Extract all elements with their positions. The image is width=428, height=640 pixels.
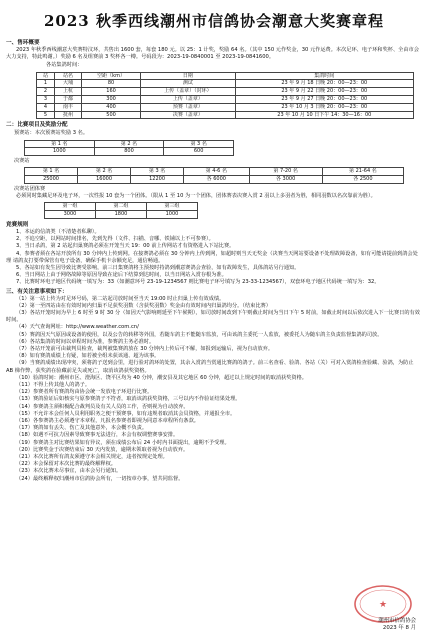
table-header-cell: 第 7-20 名 bbox=[249, 168, 322, 176]
table-cell: 决赛（盖章） bbox=[141, 111, 236, 119]
table-cell: 5 bbox=[37, 111, 55, 119]
table-cell: 4 bbox=[37, 103, 55, 111]
note-item: （9）当赛鸽成绩出现冲突，须将鸽子送到会里，进行验对鸽环的处置，其余入赏鸽当赏通比赛鸽的鸽子。前三名查看、验鸽、各站（关）可对入赏鸽检查验藏、验鸽，为防止 AB 梯作弊，获奖鸽在验藏前足失或死亡，取消该鸽获奖资格。 bbox=[6, 360, 414, 374]
table-header-cell: 空距（km） bbox=[82, 72, 141, 80]
table-cell: 12200 bbox=[131, 176, 184, 184]
section-heading-sales: 一、售环概要 bbox=[6, 40, 40, 46]
table-header-cell: 第 4-6 名 bbox=[184, 168, 249, 176]
table-cell: 16000 bbox=[78, 176, 131, 184]
table-header-cell: 第 2 名 bbox=[78, 168, 131, 176]
sales-paragraph: 2023 年秋季西线潮意大奖赛特汶环，共售出 1600 套，每套 180 元。以 25：1 计奖，奖励 64 名。（其中 150 元作奖金，30 元作运费。本次足环、电子环和奖杯、全由市会大力支持，特此鸣谢。）奖励 6 名及组赛前 3 奖杯各一樽。号码段为：2023-19-0840001 至 2023-19-0841600。 bbox=[6, 47, 419, 61]
document-title: 2023 秋季西线潮州市信鸽协会潮意大奖赛章程 bbox=[44, 12, 384, 30]
note-item: （6）各站集鸽的时间以章程时间为准，参赛鸽主务必准时。 bbox=[16, 338, 155, 345]
table-cell: 23 年 10 月 3 日晚 20：00—23：00 bbox=[235, 103, 413, 111]
table-cell: 上杭 bbox=[55, 88, 82, 96]
table-header-cell: 第三组 bbox=[147, 203, 198, 211]
rules-list bbox=[6, 229, 422, 287]
table-header-cell: 第 3 名 bbox=[164, 140, 234, 148]
table-cell: 南丰 bbox=[55, 103, 82, 111]
table-cell: 800 bbox=[94, 148, 164, 156]
table-header-cell: 第二组 bbox=[96, 203, 147, 211]
note-item: （5）赛鸽因天气原因或设备的使用，以及公告的转移等外国，若随车鸽主不能随车监放，可由该鸽主委托一人监放，被委托人为随车鸽主负责监督集鸽的司放。 bbox=[16, 331, 383, 338]
note-item: （20）比赛奖金于决赛结束后 30 天内发放，逾期未领取者视为自动放弃。 bbox=[16, 446, 189, 453]
table-header-cell: 第 3 名 bbox=[131, 168, 184, 176]
table-cell: 抚州 bbox=[55, 111, 82, 119]
svg-text:★: ★ bbox=[378, 600, 388, 610]
section-heading-rules: 竞赛规则 bbox=[6, 221, 29, 228]
table-row bbox=[37, 96, 414, 104]
table-cell: 各 2500 bbox=[322, 176, 403, 184]
note-item: （12）参赛者所有赛鸽均由协会统一发放电子环进行比赛。 bbox=[16, 389, 153, 396]
table-cell: 各 3000 bbox=[249, 176, 322, 184]
table-header-cell: 站名 bbox=[55, 72, 82, 80]
table-cell: 1 bbox=[37, 80, 55, 88]
table-header-cell: 站 bbox=[37, 72, 55, 80]
table-cell: 1800 bbox=[96, 211, 147, 219]
note-item: （2）第一至四站由在有效时间内归巢不足获奖羽数（含获奖羽数）奖金由有效时间内归巢鸽均分。（结束比赛） bbox=[16, 302, 271, 309]
table-cell: 600 bbox=[164, 148, 234, 156]
section-heading-notes: 三、有关注意事项如下： bbox=[6, 288, 68, 295]
table-cell: 3 bbox=[37, 96, 55, 104]
table-header-cell: 第 21-64 名 bbox=[322, 168, 403, 176]
note-item: （16）各参赛鸽主必须遵守本章程，凡报名参赛者即视为同意本章程所有条款。 bbox=[16, 418, 199, 425]
table-cell: 500 bbox=[82, 111, 141, 119]
table-header-cell: 第一组 bbox=[45, 203, 96, 211]
note-item: （19）参赛鸽主对比赛结果如有异议，须在成绩公布后 24 小时内书面提出，逾期不予受理。 bbox=[16, 439, 230, 446]
table-cell: 3000 bbox=[45, 211, 96, 219]
rule-item: 2、不追空距，以网站时间排名，先到先得（文件、扫描、音哪、铁铺以上不可参赛）。 bbox=[16, 236, 214, 243]
final-race-prize-table bbox=[24, 167, 404, 184]
note-item: （22）本会保留对本次比赛的最终解释权。 bbox=[16, 461, 116, 468]
group-prize-table bbox=[44, 202, 198, 219]
document-page bbox=[6, 4, 422, 483]
note-item: （24）最终解释权归潮州市信鸽协会所有，一切按章办事，望共同监督。 bbox=[16, 475, 184, 482]
table-cell: 大埔 bbox=[55, 80, 82, 88]
schedule-table bbox=[36, 72, 414, 120]
table-cell: 1000 bbox=[25, 148, 95, 156]
table-cell: 23 年 9 月 22 日晚 20：00—23：00 bbox=[235, 88, 413, 96]
table-cell: 25000 bbox=[25, 176, 78, 184]
note-item: （11）不得上传其他人的鸽子。 bbox=[16, 382, 91, 389]
table-row bbox=[37, 80, 414, 88]
rule-item: 6、当日网站上由于网络故障等原因导致在途后下结算到达时间，以当日网站入赏存根为准。 bbox=[16, 272, 227, 279]
table-cell: 300 bbox=[82, 96, 141, 104]
table-cell: 各 6000 bbox=[184, 176, 249, 184]
note-item: （21）本次比赛所有鸽友须遵守本会相关规定，违者按规定处理。 bbox=[16, 454, 168, 461]
group-race-text: 必须同时集藏足环及电子环，一次性报 10 套为一个团体。（限从 1 至 10 为一个团体，团体赛表决赛入赏 2 羽以上多羽者为胜，相同羽数以名次靠前为胜）。 bbox=[16, 193, 376, 200]
group-race-caption: 决赛站团体赛 bbox=[14, 185, 46, 192]
note-item: （15）不允许本会任何人员利用职务之便干预赛事，如有违规者取消其会员资格，并通报全市。 bbox=[16, 410, 236, 417]
table-cell: 80 bbox=[82, 80, 141, 88]
table-cell: 23 年 9 月 18 日晚 20：00—23：00 bbox=[235, 80, 413, 88]
footer-org: 潮州市信鸽协会 bbox=[378, 618, 416, 624]
pre-race-prize-table bbox=[24, 140, 234, 157]
table-cell: 预赛（盖章） bbox=[141, 103, 236, 111]
final-race-caption: 决赛站 bbox=[14, 158, 30, 165]
schedule-caption: 各站集鸽时间： bbox=[46, 62, 83, 69]
note-item: （17）赛鸽如有丢失、伤亡及其他意外，本会概不负责。 bbox=[16, 425, 148, 432]
notes-list bbox=[6, 296, 422, 483]
table-cell: 23 年 10 月 10 日下午 14：30—16：00 bbox=[235, 111, 413, 119]
note-item: （7）各站开笼前可由裁判员检查，裁判被集赛鸽放在 30 分钟内上传后可不解，如报到运输后，视为自动放弃。 bbox=[16, 346, 274, 353]
note-item: （13）赛鸽验证后如核实与原参赛鸽子不符者，取消该鸽获奖资格，三号以内不作验证结果处理。 bbox=[16, 396, 241, 403]
table-cell: 测试 bbox=[141, 80, 236, 88]
table-cell: 400 bbox=[82, 103, 141, 111]
table-header-cell: 第 2 名 bbox=[94, 140, 164, 148]
rule-item: 1、本运的信鸽类（不清楚者私聊）。 bbox=[16, 228, 100, 235]
note-item: （4）天气查询网址：http://www.weather.com.cn/ bbox=[16, 324, 139, 331]
table-cell: 2 bbox=[37, 88, 55, 96]
pre-race-caption: 预赛站：本次预赛站奖励 3 名。 bbox=[14, 130, 89, 137]
note-item: （3）各站开笼时间为早上 6 时至 9 时 30 分（如因天气影响则延至下午候期），如司放时间改到下午则截止时间为当日下午 5 时前，如截止时间以后依次进入下一比赛日的有效时间。 bbox=[6, 310, 420, 324]
section-heading-prizes: 二：比赛项目及奖励分配 bbox=[6, 122, 68, 129]
table-header-cell: 集鸽时间 bbox=[235, 72, 413, 80]
table-row bbox=[37, 103, 414, 111]
note-item: （10）验鸽时间：潮州市区、澄海区、饶平区均为 40 分钟，潮安县及其它地区 60 分钟，超过以上规定时间的取消获奖资格。 bbox=[16, 374, 307, 381]
table-cell: 160 bbox=[82, 88, 141, 96]
table-header-cell: 日期 bbox=[141, 72, 236, 80]
table-header-cell: 第 1 名 bbox=[25, 140, 95, 148]
note-item: （23）本次比赛未尽事宜，由本会另行通知。 bbox=[16, 468, 122, 475]
note-item: （1）第一站上传为对足环号码，第二站起司放时间至当天 19:00 时止归巢上传有效成绩。 bbox=[16, 295, 225, 302]
footer-signature bbox=[378, 618, 416, 632]
footer-date: 2023 年 8 月 bbox=[382, 625, 416, 631]
table-cell: 1000 bbox=[147, 211, 198, 219]
table-row bbox=[37, 88, 414, 96]
rule-item: 3、当日杀鸽，第 2 站起归巢赛鸽必须在开笼当天 19：00 前上传网站才有资格进入下站比赛。 bbox=[16, 243, 235, 250]
table-cell: 于都 bbox=[55, 96, 82, 104]
rule-item: 5、各站如有发生因导致比赛受影响，前三日集赛鸽将主预按时持鸽到潮意赛鸽会查验，如有故障发生，具体鸽站另行通知。 bbox=[16, 265, 300, 271]
table-cell: 上传（盖章） bbox=[141, 96, 236, 104]
note-item: （8）如有赛鸽成绩上有疑，如若被全组未获该通、超为该事。 bbox=[16, 353, 160, 360]
note-item: （14）参赛鸽主须积极配合裁判员及有关人员的工作，否则视为自动放弃。 bbox=[16, 403, 189, 410]
rule-item: 4、参赛者须在各站开放所有 30 分钟内上传到网。在接赛鸽必须在 30 分钟内上传到网，如超时则当天无奖金（决赛当天网站要设备不处理故障设备，如有可能请提前到鸽会处理 请鸽友打要带保管有电子设备，确保手机卡余额充足，通信畅通。 bbox=[6, 250, 418, 264]
table-header-cell: 第 1 名 bbox=[25, 168, 78, 176]
table-cell: 上传（盖章）（封环） bbox=[141, 88, 236, 96]
rule-item: 7、比赛时环电子地区代码统一填写为：33（如潮意环号 23-19-1234567 则比赛电子环号填写为 23-33-1234567），双套环电子地区代码统一填写为：32。 bbox=[16, 279, 380, 286]
note-item: （18）如遇不可抗力因素导致赛事无法进行，本会有权调整赛事安排。 bbox=[16, 432, 179, 439]
table-row bbox=[37, 111, 414, 119]
table-cell: 23 年 9 月 27 日晚 20：00—23：00 bbox=[235, 96, 413, 104]
